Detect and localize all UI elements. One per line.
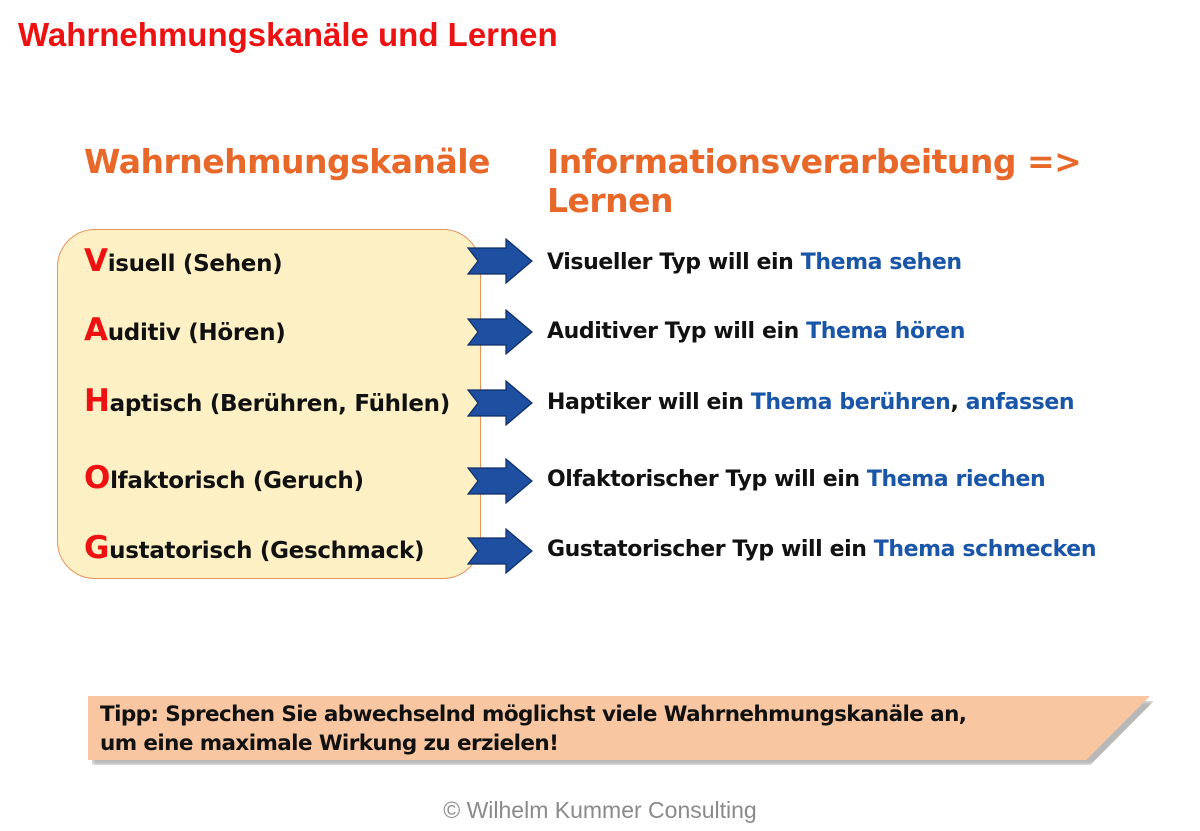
description-text: Haptiker will ein [547,390,751,415]
channel-haptic [84,383,450,419]
description-highlight: Thema schmecken [873,537,1097,562]
arrow-right-icon [466,380,534,426]
slide-title: Wahrnehmungskanäle und Lernen [18,16,558,53]
channel-initial: G [84,530,110,566]
channel-initial: V [84,243,108,279]
channel-visual [84,243,282,279]
description-text: Gustatorischer Typ will ein [547,537,874,562]
description-highlight: Thema riechen [866,467,1046,492]
tip-line-2: um eine maximale Wirkung zu erzielen! [100,731,559,756]
description-text: Visueller Typ will ein [547,250,801,275]
channel-label: ustatorisch (Geschmack) [109,538,425,564]
description-text: Auditiver Typ will ein [547,319,807,344]
tip-line-1: Tipp: Sprechen Sie abwechselnd möglichst viele Wahrnehmungskanäle an, [100,702,967,727]
arrow-right-icon [466,458,534,504]
heading-perception-channels: Wahrnehmungskanäle [84,142,490,181]
description-auditory [547,319,965,344]
channel-label: aptisch (Berühren, Fühlen) [109,391,450,417]
heading-information-processing: Informationsverarbeitung => Lernen [547,142,1082,220]
description-visual [547,250,962,275]
description-highlight: Thema berühren [750,390,951,415]
arrow-right-icon [466,309,534,355]
channel-gustatory [84,530,424,566]
channel-label: lfaktorisch (Geruch) [110,468,364,494]
description-highlight: Thema hören [806,319,965,344]
channel-label: isuell (Sehen) [107,251,283,277]
description-separator: , [950,390,966,415]
description-olfactory [547,467,1045,492]
description-highlight: anfassen [965,390,1075,415]
description-text: Olfaktorischer Typ will ein [547,467,867,492]
copyright-notice: © Wilhelm Kummer Consulting [443,797,757,823]
channel-auditory [84,312,286,348]
channel-initial: H [84,383,110,419]
channel-initial: O [84,460,111,496]
description-gustatory [547,537,1096,562]
channel-initial: A [84,312,108,348]
channel-label: uditiv (Hören) [107,320,286,346]
description-highlight: Thema sehen [800,250,962,275]
tip-banner [88,696,1158,766]
arrow-right-icon [466,528,534,574]
description-haptic [547,390,1074,415]
arrow-right-icon [466,238,534,284]
channel-olfactory [84,460,364,496]
tip-text [100,700,966,758]
